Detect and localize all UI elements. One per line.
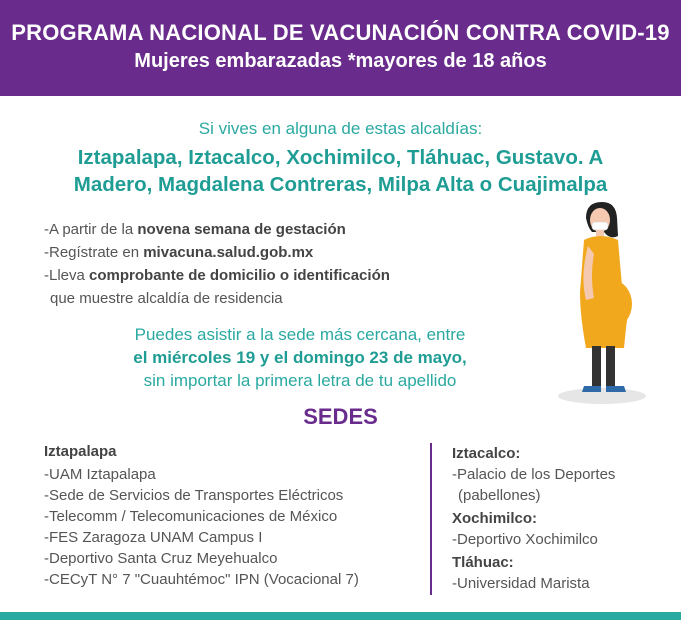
dates-line-3: sin importar la primera letra de tu apellido bbox=[143, 371, 457, 390]
pregnant-woman-illustration bbox=[544, 196, 654, 408]
site-item-cont: (pabellones) bbox=[458, 487, 541, 504]
figure-leg-right bbox=[606, 346, 615, 386]
bottom-bar bbox=[0, 612, 681, 620]
site-item: -CECyT N° 7 "Cuauhtémoc" IPN (Vocacional 7) bbox=[44, 571, 359, 588]
borough-name: Xochimilco: bbox=[452, 510, 538, 527]
site-item: -Universidad Marista bbox=[452, 575, 590, 592]
cities-line-2: Madero, Magdalena Contreras, Milpa Alta o Cuajimalpa bbox=[73, 173, 608, 196]
site-item: -Telecomm / Telecomunicaciones de México bbox=[44, 508, 338, 525]
figure-leg-left bbox=[592, 346, 601, 386]
face-mask-icon bbox=[592, 222, 608, 230]
site-item: -Palacio de los Deportes bbox=[452, 466, 616, 483]
requirement-continuation: que muestre alcaldía de residencia bbox=[50, 290, 283, 307]
dates-line-2: el miércoles 19 y el domingo 23 de mayo, bbox=[133, 348, 467, 367]
requirement-item: -Lleva comprobante de domicilio o identificación bbox=[44, 267, 390, 284]
site-item: -FES Zaragoza UNAM Campus I bbox=[44, 529, 263, 546]
figure-shoe-right bbox=[606, 386, 626, 392]
sedes-title: SEDES bbox=[303, 404, 378, 429]
requirement-item: -Regístrate en mivacuna.salud.gob.mx bbox=[44, 244, 314, 261]
figure-belly bbox=[592, 280, 632, 328]
site-item: -Sede de Servicios de Transportes Eléctricos bbox=[44, 487, 344, 504]
cities-line-1: Iztapalapa, Iztacalco, Xochimilco, Tláhuac, Gustavo. A bbox=[77, 146, 604, 169]
borough-name: Iztapalapa bbox=[44, 443, 117, 460]
program-subtitle: Mujeres embarazadas *mayores de 18 años bbox=[134, 50, 547, 72]
figure-shadow bbox=[558, 388, 646, 404]
intro-text: Si vives en alguna de estas alcaldías: bbox=[198, 119, 483, 138]
figure-neck bbox=[596, 230, 604, 236]
program-title: PROGRAMA NACIONAL DE VACUNACIÓN CONTRA COVID-19 bbox=[11, 20, 670, 45]
borough-name: Tláhuac: bbox=[452, 554, 514, 571]
figure-shoe-left bbox=[582, 386, 601, 392]
requirements-list bbox=[44, 218, 504, 310]
borough-name: Iztacalco: bbox=[452, 445, 521, 462]
site-item: -UAM Iztapalapa bbox=[44, 466, 156, 483]
site-item: -Deportivo Santa Cruz Meyehualco bbox=[44, 550, 278, 567]
other-boroughs-sites bbox=[452, 441, 677, 594]
site-item: -Deportivo Xochimilco bbox=[452, 531, 598, 548]
dates-info bbox=[40, 323, 560, 392]
cities-list bbox=[40, 144, 641, 198]
column-divider bbox=[430, 443, 432, 595]
dates-line-1: Puedes asistir a la sede más cercana, entre bbox=[134, 325, 466, 344]
requirement-item: -A partir de la novena semana de gestación bbox=[44, 221, 346, 238]
header-banner bbox=[0, 0, 681, 96]
iztapalapa-sites bbox=[44, 441, 424, 590]
